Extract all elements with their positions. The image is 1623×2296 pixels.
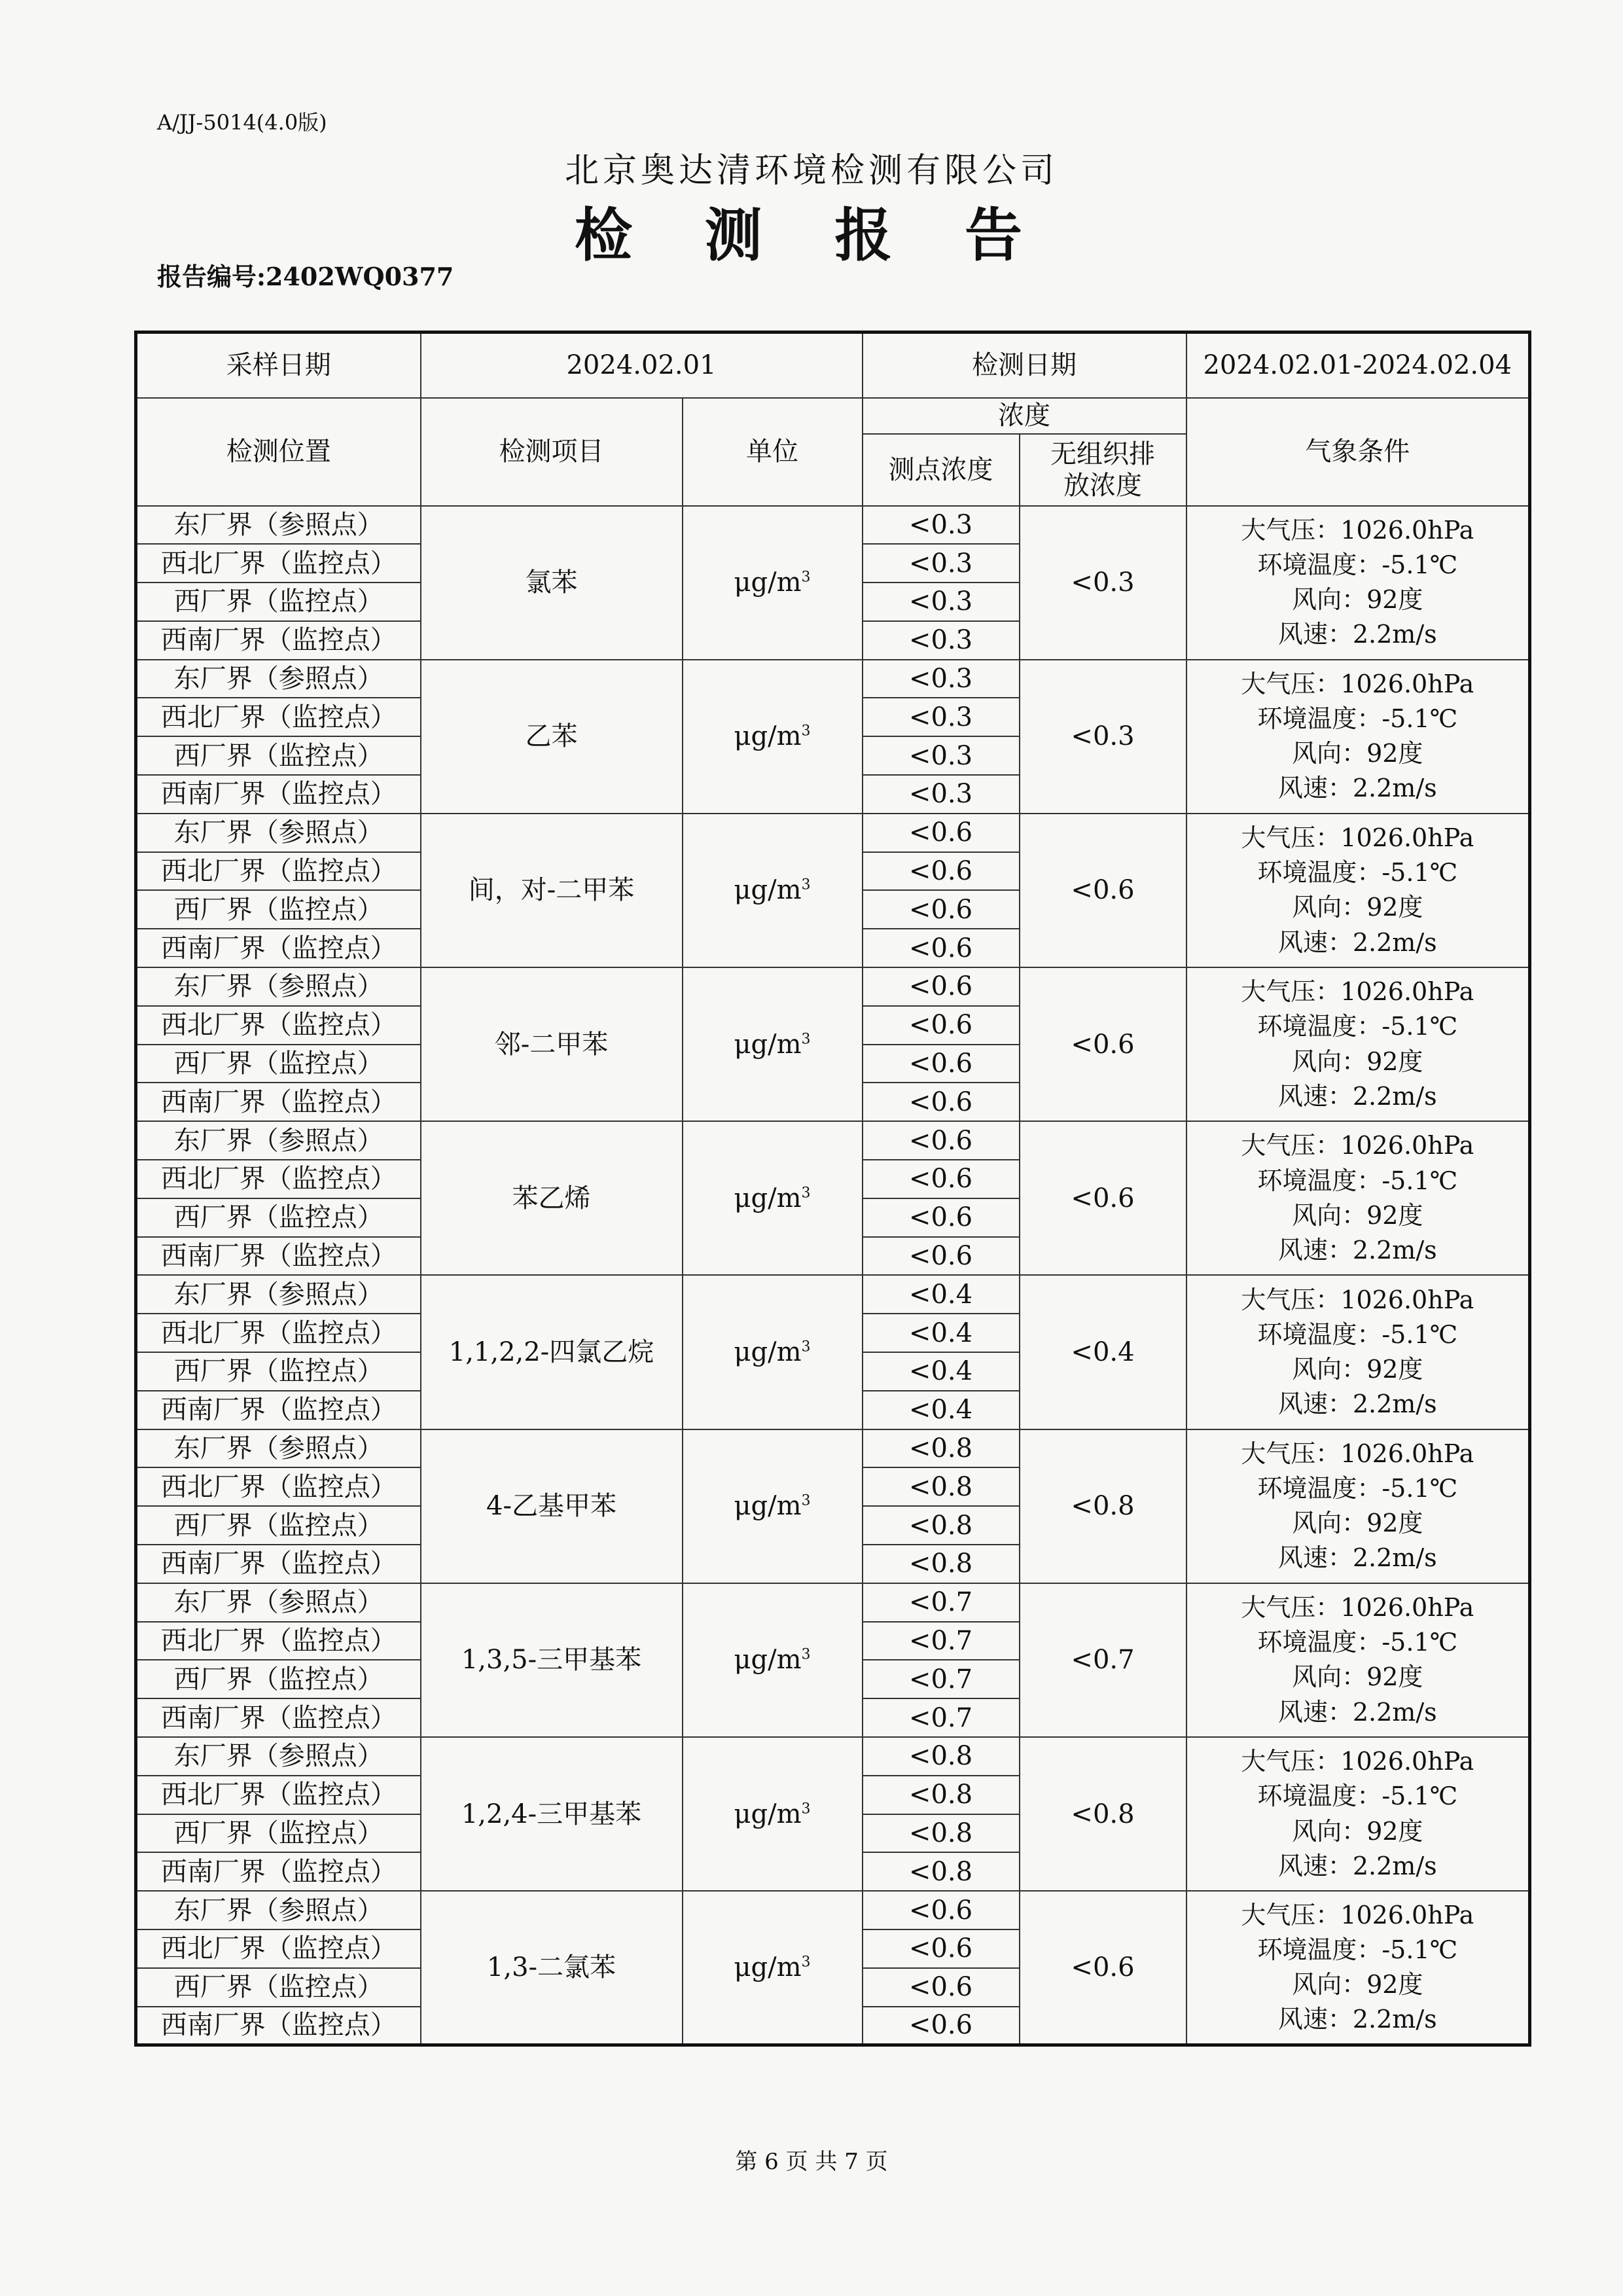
location-cell: 西南厂界（监控点） [136, 929, 421, 967]
point-concentration-cell: <0.6 [863, 1160, 1020, 1198]
fugitive-concentration-cell: <0.6 [1020, 1121, 1186, 1275]
pressure-text: 大气压：1026.0hPa [1241, 1747, 1474, 1776]
pressure-text: 大气压：1026.0hPa [1241, 669, 1474, 698]
test-date-value: 2024.02.01-2024.02.04 [1186, 332, 1530, 398]
wind-direction-text: 风向：92度 [1292, 1970, 1423, 2000]
weather-cell [1186, 1275, 1530, 1429]
temperature-text: 环境温度：-5.1℃ [1257, 1166, 1458, 1195]
location-cell: 东厂界（参照点） [136, 1737, 421, 1776]
location-cell: 西南厂界（监控点） [136, 621, 421, 660]
weather-cell [1186, 660, 1530, 814]
table-row [136, 1121, 1530, 1160]
location-cell: 西北厂界（监控点） [136, 698, 421, 736]
test-item-cell: 1,2,4-三甲基苯 [421, 1737, 683, 1891]
table-row [136, 660, 1530, 698]
test-item-cell: 乙苯 [421, 660, 683, 814]
fugitive-concentration-cell: <0.7 [1020, 1583, 1186, 1737]
location-cell: 西北厂界（监控点） [136, 1314, 421, 1352]
location-cell: 西厂界（监控点） [136, 736, 421, 775]
company-name: 北京奥达清环境检测有限公司 [564, 151, 1058, 190]
pressure-text: 大气压：1026.0hPa [1241, 1900, 1474, 1929]
point-concentration-cell: <0.6 [863, 1006, 1020, 1045]
point-concentration-cell: <0.6 [863, 1891, 1020, 1929]
unit-exponent: 3 [801, 877, 811, 894]
unit-base: μg/m [734, 1491, 802, 1522]
weather-cell [1186, 1429, 1530, 1583]
wind-speed-text: 风速：2.2m/s [1277, 927, 1437, 957]
location-cell: 东厂界（参照点） [136, 1275, 421, 1314]
table-row [136, 1737, 1530, 1776]
fugitive-concentration-cell: <0.8 [1020, 1737, 1186, 1891]
test-item-cell: 氯苯 [421, 506, 683, 660]
weather-cell [1186, 1737, 1530, 1891]
point-concentration-cell: <0.6 [863, 1121, 1020, 1160]
location-cell: 西厂界（监控点） [136, 583, 421, 621]
wind-speed-text: 风速：2.2m/s [1277, 1851, 1437, 1880]
unit-cell [683, 1429, 863, 1583]
point-concentration-cell: <0.6 [863, 852, 1020, 891]
point-concentration-cell: <0.3 [863, 660, 1020, 698]
unit-exponent: 3 [801, 1031, 811, 1048]
table-row [136, 814, 1530, 852]
unit-cell [683, 1737, 863, 1891]
pressure-text: 大气压：1026.0hPa [1241, 1131, 1474, 1160]
wind-speed-text: 风速：2.2m/s [1277, 620, 1437, 649]
point-concentration-cell: <0.3 [863, 506, 1020, 545]
point-concentration-cell: <0.7 [863, 1698, 1020, 1737]
test-date-label: 检测日期 [863, 332, 1186, 398]
fugitive-concentration-cell: <0.6 [1020, 1891, 1186, 2045]
unit-base: μg/m [734, 1645, 802, 1676]
temperature-text: 环境温度：-5.1℃ [1257, 1935, 1458, 1964]
location-cell: 东厂界（参照点） [136, 1429, 421, 1468]
unit-base: μg/m [734, 1952, 802, 1983]
point-concentration-cell: <0.6 [863, 2007, 1020, 2045]
point-concentration-cell: <0.8 [863, 1737, 1020, 1776]
table-row [136, 1275, 1530, 1314]
unit-base: μg/m [734, 1029, 802, 1060]
weather-cell [1186, 1891, 1530, 2045]
wind-speed-text: 风速：2.2m/s [1277, 1236, 1437, 1265]
fugitive-concentration-cell: <0.6 [1020, 967, 1186, 1121]
fugitive-concentration-cell: <0.3 [1020, 660, 1186, 814]
report-number-value: 2402WQ0377 [266, 262, 454, 291]
location-cell: 西北厂界（监控点） [136, 852, 421, 891]
fugitive-concentration-cell: <0.6 [1020, 814, 1186, 967]
location-cell: 西厂界（监控点） [136, 1352, 421, 1391]
location-cell: 西南厂界（监控点） [136, 1237, 421, 1276]
pressure-text: 大气压：1026.0hPa [1241, 977, 1474, 1007]
wind-direction-text: 风向：92度 [1292, 739, 1423, 768]
point-concentration-cell: <0.6 [863, 1968, 1020, 2007]
temperature-text: 环境温度：-5.1℃ [1257, 1782, 1458, 1811]
location-cell: 西厂界（监控点） [136, 1198, 421, 1237]
col-header-fugitive-conc [1020, 434, 1186, 506]
location-cell: 西厂界（监控点） [136, 1814, 421, 1853]
fugitive-header-line1: 无组织排 [1050, 439, 1155, 469]
date-row [136, 332, 1530, 398]
table-row [136, 1429, 1530, 1468]
unit-cell [683, 1583, 863, 1737]
location-cell: 西北厂界（监控点） [136, 1929, 421, 1968]
point-concentration-cell: <0.6 [863, 814, 1020, 852]
location-cell: 西厂界（监控点） [136, 890, 421, 929]
point-concentration-cell: <0.8 [863, 1776, 1020, 1814]
unit-cell [683, 1121, 863, 1275]
page-number: 第 6 页 共 7 页 [735, 2149, 888, 2175]
test-item-cell: 1,3-二氯苯 [421, 1891, 683, 2045]
col-header-point-conc: 测点浓度 [863, 434, 1020, 506]
wind-speed-text: 风速：2.2m/s [1277, 1390, 1437, 1419]
fugitive-concentration-cell: <0.4 [1020, 1275, 1186, 1429]
point-concentration-cell: <0.6 [863, 1083, 1020, 1121]
location-cell: 东厂界（参照点） [136, 660, 421, 698]
location-cell: 西南厂界（监控点） [136, 1852, 421, 1891]
weather-cell [1186, 1583, 1530, 1737]
location-cell: 西南厂界（监控点） [136, 1083, 421, 1121]
point-concentration-cell: <0.3 [863, 583, 1020, 621]
unit-base: μg/m [734, 1799, 802, 1829]
test-item-cell: 邻-二甲苯 [421, 967, 683, 1121]
table-row [136, 1891, 1530, 1929]
unit-exponent: 3 [801, 1647, 811, 1664]
point-concentration-cell: <0.6 [863, 1237, 1020, 1276]
location-cell: 东厂界（参照点） [136, 506, 421, 545]
temperature-text: 环境温度：-5.1℃ [1257, 1628, 1458, 1657]
results-body [136, 506, 1530, 2045]
location-cell: 东厂界（参照点） [136, 1891, 421, 1929]
wind-direction-text: 风向：92度 [1292, 1509, 1423, 1538]
location-cell: 西北厂界（监控点） [136, 544, 421, 583]
sampling-date-label: 采样日期 [136, 332, 421, 398]
point-concentration-cell: <0.7 [863, 1660, 1020, 1698]
table-row [136, 506, 1530, 545]
unit-base: μg/m [734, 567, 802, 598]
wind-speed-text: 风速：2.2m/s [1277, 774, 1437, 803]
unit-cell [683, 1275, 863, 1429]
report-title: 检 测 报 告 [575, 201, 1048, 269]
location-cell: 西北厂界（监控点） [136, 1467, 421, 1506]
wind-speed-text: 风速：2.2m/s [1277, 2005, 1437, 2034]
fugitive-header-line2: 放浓度 [1063, 470, 1142, 501]
unit-exponent: 3 [801, 1954, 811, 1971]
unit-cell [683, 660, 863, 814]
point-concentration-cell: <0.7 [863, 1622, 1020, 1660]
unit-base: μg/m [734, 1337, 802, 1368]
location-cell: 西厂界（监控点） [136, 1968, 421, 2007]
results-table [134, 331, 1531, 2047]
weather-cell [1186, 506, 1530, 660]
document-code: A/JJ-5014(4.0版) [157, 110, 327, 135]
location-cell: 西南厂界（监控点） [136, 1698, 421, 1737]
unit-base: μg/m [734, 1183, 802, 1213]
report-number [157, 257, 454, 293]
col-header-item: 检测项目 [421, 398, 683, 506]
weather-cell [1186, 814, 1530, 967]
wind-direction-text: 风向：92度 [1292, 893, 1423, 922]
pressure-text: 大气压：1026.0hPa [1241, 823, 1474, 853]
point-concentration-cell: <0.3 [863, 698, 1020, 736]
point-concentration-cell: <0.6 [863, 1929, 1020, 1968]
location-cell: 西北厂界（监控点） [136, 1776, 421, 1814]
header-row-1 [136, 398, 1530, 434]
unit-cell [683, 967, 863, 1121]
test-item-cell: 1,1,2,2-四氯乙烷 [421, 1275, 683, 1429]
col-header-location: 检测位置 [136, 398, 421, 506]
temperature-text: 环境温度：-5.1℃ [1257, 1012, 1458, 1041]
point-concentration-cell: <0.6 [863, 1198, 1020, 1237]
wind-direction-text: 风向：92度 [1292, 1662, 1423, 1692]
unit-exponent: 3 [801, 569, 811, 586]
point-concentration-cell: <0.8 [863, 1852, 1020, 1891]
point-concentration-cell: <0.8 [863, 1814, 1020, 1853]
pressure-text: 大气压：1026.0hPa [1241, 1593, 1474, 1623]
sampling-date-value: 2024.02.01 [421, 332, 863, 398]
col-header-weather: 气象条件 [1186, 398, 1530, 506]
pressure-text: 大气压：1026.0hPa [1241, 1439, 1474, 1468]
point-concentration-cell: <0.7 [863, 1583, 1020, 1622]
wind-speed-text: 风速：2.2m/s [1277, 1543, 1437, 1573]
location-cell: 西南厂界（监控点） [136, 1545, 421, 1583]
location-cell: 东厂界（参照点） [136, 814, 421, 852]
temperature-text: 环境温度：-5.1℃ [1257, 1474, 1458, 1503]
point-concentration-cell: <0.4 [863, 1391, 1020, 1429]
location-cell: 西北厂界（监控点） [136, 1622, 421, 1660]
point-concentration-cell: <0.6 [863, 1045, 1020, 1083]
location-cell: 西北厂界（监控点） [136, 1160, 421, 1198]
point-concentration-cell: <0.8 [863, 1467, 1020, 1506]
fugitive-concentration-cell: <0.3 [1020, 506, 1186, 660]
report-number-label: 报告编号: [157, 262, 266, 291]
point-concentration-cell: <0.4 [863, 1275, 1020, 1314]
unit-cell [683, 814, 863, 967]
wind-direction-text: 风向：92度 [1292, 1816, 1423, 1846]
table-row [136, 1583, 1530, 1622]
temperature-text: 环境温度：-5.1℃ [1257, 1319, 1458, 1349]
temperature-text: 环境温度：-5.1℃ [1257, 858, 1458, 888]
pressure-text: 大气压：1026.0hPa [1241, 515, 1474, 545]
point-concentration-cell: <0.8 [863, 1506, 1020, 1545]
location-cell: 东厂界（参照点） [136, 967, 421, 1006]
unit-exponent: 3 [801, 1185, 811, 1202]
wind-direction-text: 风向：92度 [1292, 1200, 1423, 1230]
point-concentration-cell: <0.3 [863, 621, 1020, 660]
pressure-text: 大气压：1026.0hPa [1241, 1285, 1474, 1314]
point-concentration-cell: <0.4 [863, 1314, 1020, 1352]
location-cell: 东厂界（参照点） [136, 1583, 421, 1622]
test-item-cell: 间，对-二甲苯 [421, 814, 683, 967]
location-cell: 西厂界（监控点） [136, 1660, 421, 1698]
wind-speed-text: 风速：2.2m/s [1277, 1697, 1437, 1727]
temperature-text: 环境温度：-5.1℃ [1257, 550, 1458, 579]
point-concentration-cell: <0.3 [863, 544, 1020, 583]
wind-direction-text: 风向：92度 [1292, 1355, 1423, 1384]
location-cell: 西南厂界（监控点） [136, 1391, 421, 1429]
weather-cell [1186, 967, 1530, 1121]
location-cell: 西北厂界（监控点） [136, 1006, 421, 1045]
location-cell: 西南厂界（监控点） [136, 2007, 421, 2045]
unit-base: μg/m [734, 721, 802, 752]
test-item-cell: 4-乙基甲苯 [421, 1429, 683, 1583]
test-item-cell: 苯乙烯 [421, 1121, 683, 1275]
point-concentration-cell: <0.6 [863, 890, 1020, 929]
weather-cell [1186, 1121, 1530, 1275]
unit-base: μg/m [734, 875, 802, 906]
point-concentration-cell: <0.6 [863, 929, 1020, 967]
point-concentration-cell: <0.4 [863, 1352, 1020, 1391]
unit-cell [683, 506, 863, 660]
point-concentration-cell: <0.8 [863, 1429, 1020, 1468]
fugitive-concentration-cell: <0.8 [1020, 1429, 1186, 1583]
point-concentration-cell: <0.6 [863, 967, 1020, 1006]
col-header-unit: 单位 [683, 398, 863, 506]
unit-exponent: 3 [801, 723, 811, 740]
temperature-text: 环境温度：-5.1℃ [1257, 704, 1458, 734]
wind-direction-text: 风向：92度 [1292, 1047, 1423, 1076]
point-concentration-cell: <0.3 [863, 736, 1020, 775]
unit-exponent: 3 [801, 1338, 811, 1355]
location-cell: 西南厂界（监控点） [136, 775, 421, 814]
wind-speed-text: 风速：2.2m/s [1277, 1081, 1437, 1111]
point-concentration-cell: <0.3 [863, 775, 1020, 814]
unit-cell [683, 1891, 863, 2045]
col-header-concentration: 浓度 [863, 398, 1186, 434]
location-cell: 东厂界（参照点） [136, 1121, 421, 1160]
unit-exponent: 3 [801, 1492, 811, 1509]
location-cell: 西厂界（监控点） [136, 1506, 421, 1545]
point-concentration-cell: <0.8 [863, 1545, 1020, 1583]
table-row [136, 967, 1530, 1006]
test-item-cell: 1,3,5-三甲基苯 [421, 1583, 683, 1737]
wind-direction-text: 风向：92度 [1292, 585, 1423, 615]
unit-exponent: 3 [801, 1801, 811, 1818]
location-cell: 西厂界（监控点） [136, 1045, 421, 1083]
